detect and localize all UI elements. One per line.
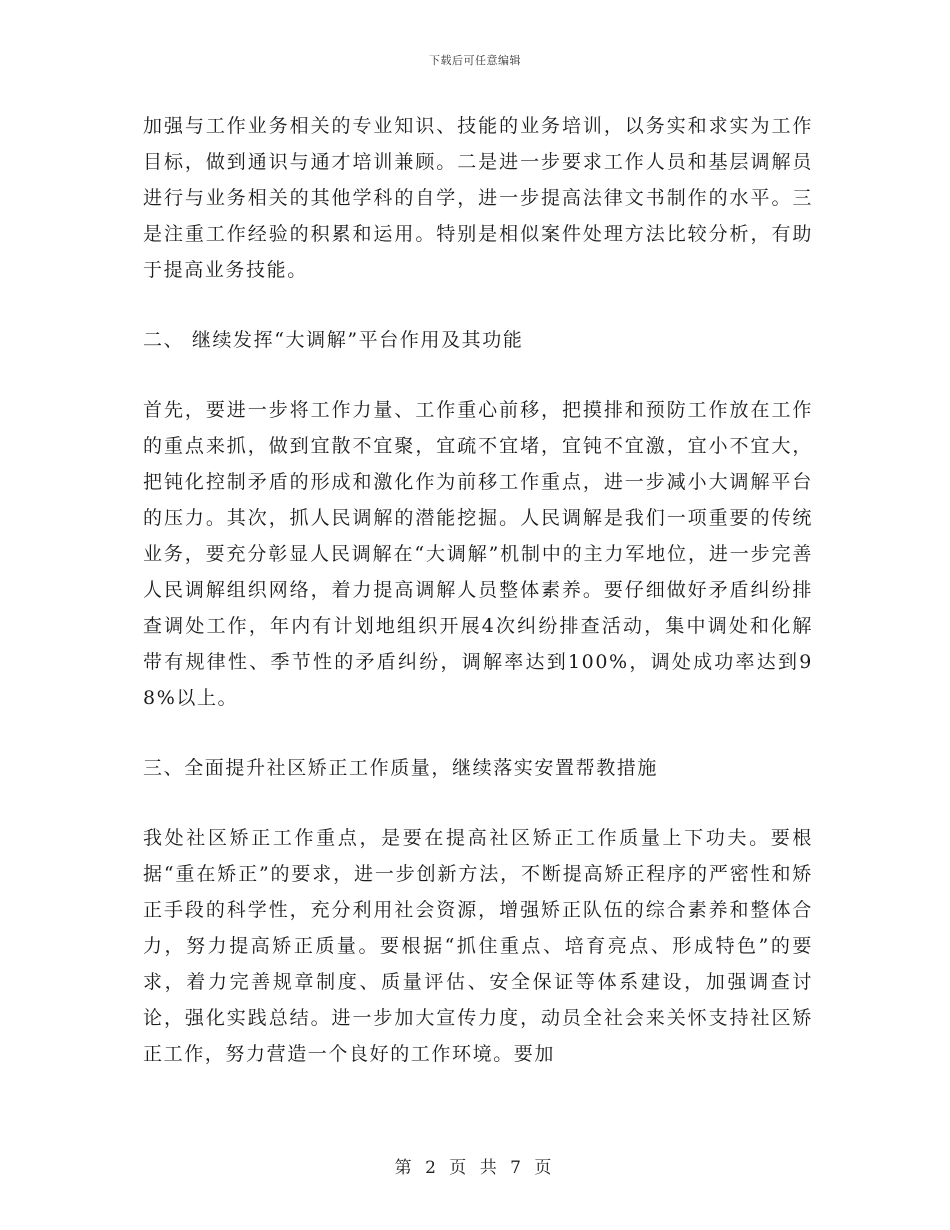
section-heading-mediation: 二、 继续发挥“大调解”平台作用及其功能 (143, 329, 524, 351)
document-body (143, 108, 813, 1072)
paragraph-correction: 我处社区矫正工作重点，是要在提高社区矫正工作质量上下功夫。要根据“重在矫正”的要求，进一步创新方法，不断提高矫正程序的严密性和矫正手段的科学性，充分利用社会资源，增强矫正队伍的综合素养和整体合力，努力提高矫正质量。要根据“抓住重点、培育亮点、形成特色”的要求，着力完善规章制度、质量评估、安全保证等体系建设，加强调查讨论，强化实践总结。进一步加大宣传力度，动员全社会来关怀支持社区矫正工作，努力营造一个良好的工作环境。要加 (143, 827, 813, 1065)
page-number-footer: 第 2 页 共 7 页 (394, 1158, 556, 1178)
page-header: 下载后可任意编辑 (429, 54, 521, 67)
paragraph-training: 加强与工作业务相关的专业知识、技能的业务培训，以务实和求实为工作目标，做到通识与通才培训兼顾。二是进一步要求工作人员和基层调解员进行与业务相关的其他学科的自学，进一步提高法律文书制作的水平。三是注重工作经验的积累和运用。特别是相似案件处理方法比较分析，有助于提高业务技能。 (143, 115, 813, 281)
paragraph-mediation: 首先，要进一步将工作力量、工作重心前移，把摸排和预防工作放在工作的重点来抓，做到宜散不宜聚，宜疏不宜堵，宜钝不宜激，宜小不宜大，把钝化控制矛盾的形成和激化作为前移工作重点，进一步减小大调解平台的压力。其次，抓人民调解的潜能挖掘。人民调解是我们一项重要的传统业务，要充分彰显人民调解在“大调解”机制中的主力军地位，进一步完善人民调解组织网络，着力提高调解人员整体素养。要仔细做好矛盾纠纷排查调处工作，年内有计划地组织开展4次纠纷排查活动，集中调处和化解带有规律性、季节性的矛盾纠纷，调解率达到100%，调处成功率达到98%以上。 (143, 399, 813, 709)
section-heading-correction: 三、全面提升社区矫正工作质量，继续落实安置帮教措施 (143, 757, 659, 779)
